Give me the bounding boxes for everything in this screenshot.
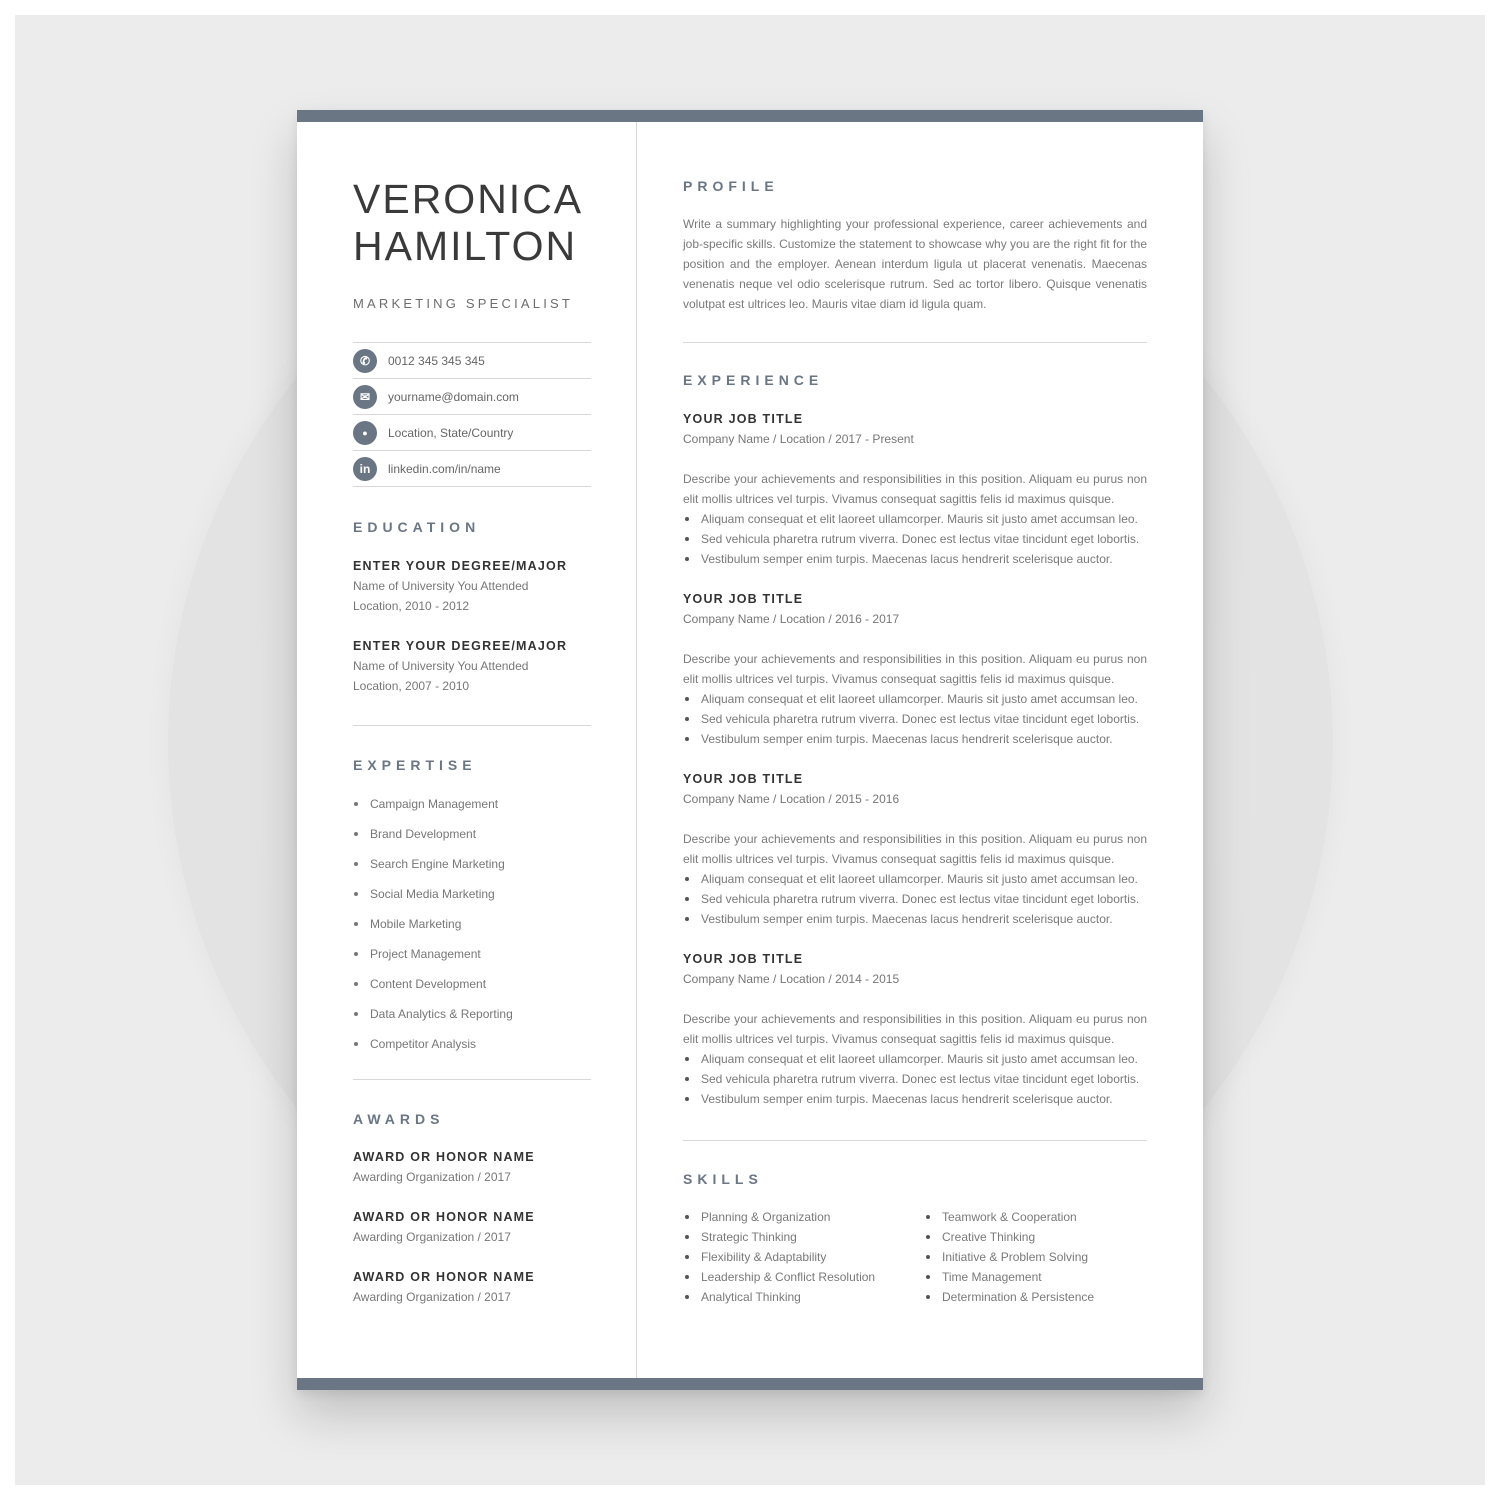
job-bullet: Aliquam consequat et elit laoreet ullamcorper. Mauris sit justo amet accumsan leo. bbox=[683, 1049, 1147, 1069]
job-description: Describe your achievements and responsibilities in this position. Aliquam eu purus non elit mollis ultrices vel turpis. Vivamus consequat sagittis felis id maximus quisque. bbox=[683, 652, 1147, 686]
skill-item: Determination & Persistence bbox=[924, 1287, 1094, 1307]
job-company: Company Name / Location / 2017 - Present bbox=[683, 432, 914, 446]
job-bullets bbox=[683, 689, 1147, 749]
job-title: YOUR JOB TITLE bbox=[683, 772, 804, 786]
skill-item: Time Management bbox=[924, 1267, 1094, 1287]
awards-heading: AWARDS bbox=[353, 1111, 445, 1127]
job-entry bbox=[683, 589, 1147, 749]
job-company: Company Name / Location / 2016 - 2017 bbox=[683, 612, 900, 626]
column-divider bbox=[636, 122, 637, 1378]
award-organization: Awarding Organization / 2017 bbox=[353, 1170, 511, 1184]
job-bullet: Vestibulum semper enim turpis. Maecenas lacus hendrerit scelerisque auctor. bbox=[683, 909, 1147, 929]
top-accent-bar bbox=[297, 110, 1203, 122]
resume-page bbox=[297, 110, 1203, 1390]
job-bullets bbox=[683, 1049, 1147, 1109]
linkedin-icon: in bbox=[353, 457, 377, 481]
award-item bbox=[353, 1207, 591, 1247]
job-bullet: Sed vehicula pharetra rutrum viverra. Donec est lectus vitae tincidunt eget lobortis. bbox=[683, 889, 1147, 909]
education-item bbox=[353, 636, 591, 696]
skill-item: Analytical Thinking bbox=[683, 1287, 875, 1307]
award-item bbox=[353, 1267, 591, 1307]
contact-email bbox=[353, 379, 591, 415]
expertise-item: Content Development bbox=[353, 974, 513, 1004]
skill-item: Flexibility & Adaptability bbox=[683, 1247, 875, 1267]
job-bullet: Aliquam consequat et elit laoreet ullamcorper. Mauris sit justo amet accumsan leo. bbox=[683, 689, 1147, 709]
education-location: Location, 2007 - 2010 bbox=[353, 679, 470, 693]
email-icon: ✉ bbox=[353, 385, 377, 409]
profile-summary: Write a summary highlighting your professional experience, career achievements and job-specific skills. Customize the statement to showcase why you are the right fit for the position and the employer. Aenean interdum ligula ut placerat venenatis. Maecenas venenatis neque vel odio scelerisque rutrum. Sed ac tortor libero. Quisque venenatis volutpat est ultrices leo. Mauris vitae diam id ligula quam. bbox=[683, 217, 1147, 311]
location-text: Location, State/Country bbox=[388, 425, 514, 440]
education-item bbox=[353, 556, 591, 616]
contact-linkedin bbox=[353, 451, 591, 487]
expertise-heading: EXPERTISE bbox=[353, 757, 477, 773]
skills-heading: SKILLS bbox=[683, 1171, 763, 1187]
expertise-item: Mobile Marketing bbox=[353, 914, 513, 944]
contact-list bbox=[353, 342, 591, 487]
job-company: Company Name / Location / 2015 - 2016 bbox=[683, 792, 900, 806]
section-divider bbox=[353, 1079, 591, 1080]
award-name: AWARD OR HONOR NAME bbox=[353, 1270, 535, 1284]
university-name: Name of University You Attended bbox=[353, 659, 529, 673]
expertise-item: Brand Development bbox=[353, 824, 513, 854]
skills-column-1 bbox=[683, 1207, 875, 1307]
expertise-item: Competitor Analysis bbox=[353, 1034, 513, 1064]
job-entry bbox=[683, 769, 1147, 929]
candidate-name bbox=[353, 176, 653, 270]
award-name: AWARD OR HONOR NAME bbox=[353, 1150, 535, 1164]
job-description: Describe your achievements and responsibilities in this position. Aliquam eu purus non elit mollis ultrices vel turpis. Vivamus consequat sagittis felis id maximus quisque. bbox=[683, 832, 1147, 866]
email-text: yourname@domain.com bbox=[388, 389, 519, 404]
job-title: YOUR JOB TITLE bbox=[683, 592, 804, 606]
award-name: AWARD OR HONOR NAME bbox=[353, 1210, 535, 1224]
job-description: Describe your achievements and responsibilities in this position. Aliquam eu purus non elit mollis ultrices vel turpis. Vivamus consequat sagittis felis id maximus quisque. bbox=[683, 472, 1147, 506]
university-name: Name of University You Attended bbox=[353, 579, 529, 593]
job-bullet: Aliquam consequat et elit laoreet ullamcorper. Mauris sit justo amet accumsan leo. bbox=[683, 869, 1147, 889]
job-bullet: Vestibulum semper enim turpis. Maecenas lacus hendrerit scelerisque auctor. bbox=[683, 549, 1147, 569]
skill-item: Teamwork & Cooperation bbox=[924, 1207, 1094, 1227]
location-pin-icon: ● bbox=[353, 421, 377, 445]
expertise-item: Social Media Marketing bbox=[353, 884, 513, 914]
job-entry bbox=[683, 409, 1147, 569]
first-name: VERONICA bbox=[353, 176, 584, 222]
job-bullets bbox=[683, 509, 1147, 569]
skills-column-2 bbox=[924, 1207, 1094, 1307]
bottom-accent-bar bbox=[297, 1378, 1203, 1390]
degree-title: ENTER YOUR DEGREE/MAJOR bbox=[353, 559, 568, 573]
section-divider bbox=[683, 342, 1147, 343]
award-organization: Awarding Organization / 2017 bbox=[353, 1290, 511, 1304]
award-item bbox=[353, 1147, 591, 1187]
job-bullet: Vestibulum semper enim turpis. Maecenas lacus hendrerit scelerisque auctor. bbox=[683, 729, 1147, 749]
award-organization: Awarding Organization / 2017 bbox=[353, 1230, 511, 1244]
skill-item: Leadership & Conflict Resolution bbox=[683, 1267, 875, 1287]
job-entry bbox=[683, 949, 1147, 1109]
skill-item: Strategic Thinking bbox=[683, 1227, 875, 1247]
job-bullet: Sed vehicula pharetra rutrum viverra. Donec est lectus vitae tincidunt eget lobortis. bbox=[683, 709, 1147, 729]
expertise-item: Campaign Management bbox=[353, 794, 513, 824]
job-title: YOUR JOB TITLE bbox=[683, 952, 804, 966]
expertise-item: Data Analytics & Reporting bbox=[353, 1004, 513, 1034]
section-divider bbox=[683, 1140, 1147, 1141]
expertise-item: Project Management bbox=[353, 944, 513, 974]
degree-title: ENTER YOUR DEGREE/MAJOR bbox=[353, 639, 568, 653]
education-location: Location, 2010 - 2012 bbox=[353, 599, 470, 613]
experience-heading: EXPERIENCE bbox=[683, 372, 824, 388]
expertise-list bbox=[353, 794, 513, 1064]
job-bullet: Sed vehicula pharetra rutrum viverra. Donec est lectus vitae tincidunt eget lobortis. bbox=[683, 529, 1147, 549]
job-company: Company Name / Location / 2014 - 2015 bbox=[683, 972, 900, 986]
job-bullets bbox=[683, 869, 1147, 929]
skill-item: Initiative & Problem Solving bbox=[924, 1247, 1094, 1267]
expertise-item: Search Engine Marketing bbox=[353, 854, 513, 884]
skill-item: Planning & Organization bbox=[683, 1207, 875, 1227]
job-bullet: Aliquam consequat et elit laoreet ullamcorper. Mauris sit justo amet accumsan leo. bbox=[683, 509, 1147, 529]
skill-item: Creative Thinking bbox=[924, 1227, 1094, 1247]
last-name: HAMILTON bbox=[353, 223, 578, 269]
job-description: Describe your achievements and responsibilities in this position. Aliquam eu purus non elit mollis ultrices vel turpis. Vivamus consequat sagittis felis id maximus quisque. bbox=[683, 1012, 1147, 1046]
section-divider bbox=[353, 725, 591, 726]
job-bullet: Sed vehicula pharetra rutrum viverra. Donec est lectus vitae tincidunt eget lobortis. bbox=[683, 1069, 1147, 1089]
job-bullet: Vestibulum semper enim turpis. Maecenas lacus hendrerit scelerisque auctor. bbox=[683, 1089, 1147, 1109]
contact-phone bbox=[353, 343, 591, 379]
education-heading: EDUCATION bbox=[353, 519, 481, 535]
job-role: MARKETING SPECIALIST bbox=[353, 296, 574, 311]
phone-icon: ✆ bbox=[353, 349, 377, 373]
linkedin-text: linkedin.com/in/name bbox=[388, 461, 501, 476]
job-title: YOUR JOB TITLE bbox=[683, 412, 804, 426]
contact-location bbox=[353, 415, 591, 451]
phone-text: 0012 345 345 345 bbox=[388, 353, 485, 368]
profile-heading: PROFILE bbox=[683, 178, 779, 194]
